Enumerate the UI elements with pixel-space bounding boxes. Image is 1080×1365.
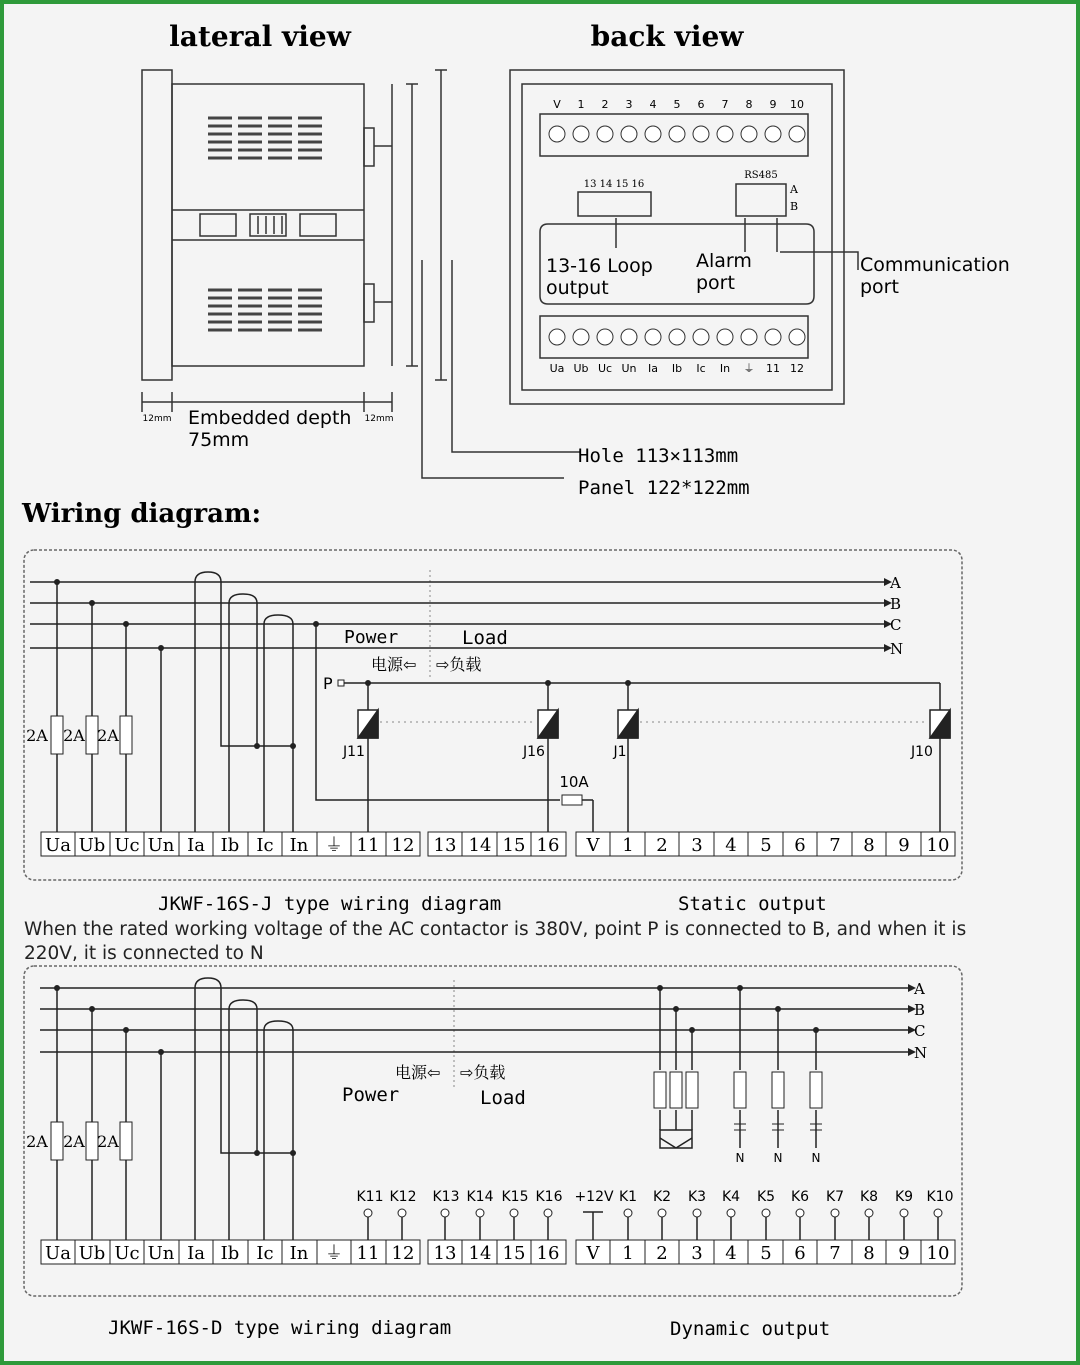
- terminal-label: 6: [794, 835, 806, 856]
- terminal-label: 15: [502, 1243, 526, 1264]
- k-terminal-label: K3: [687, 1189, 707, 1205]
- relay-label: J11: [343, 744, 365, 760]
- terminal-label: 16: [536, 835, 560, 856]
- terminal-label: 16: [536, 1243, 560, 1264]
- back-view-drawing: [510, 70, 858, 404]
- terminal-label: 7: [829, 1243, 841, 1264]
- terminal-label: In: [289, 835, 309, 856]
- alarm-port-label-2: port: [696, 272, 735, 294]
- terminal-label: Ub: [78, 1243, 106, 1264]
- terminal-label: 8: [863, 1243, 875, 1264]
- terminal-label: 10: [926, 1243, 950, 1264]
- terminal-label: 2: [656, 1243, 668, 1264]
- power-label: Power: [342, 1084, 400, 1106]
- terminal-label: 3: [691, 835, 703, 856]
- fuse-label: 2A: [26, 1132, 48, 1151]
- load-cn-label: ⇨负载: [460, 1063, 506, 1082]
- phase-label: B: [890, 595, 902, 613]
- fuse-label: 2A: [97, 1132, 119, 1151]
- terminal-label: 3: [691, 1243, 703, 1264]
- relay-label: J16: [523, 744, 545, 760]
- back-bottom-terminal-label: Ic: [696, 362, 706, 375]
- k-terminal-label: +12V: [574, 1189, 614, 1205]
- terminal-strip-j: [41, 832, 955, 856]
- wiring-diagram-heading: Wiring diagram:: [22, 499, 262, 529]
- terminal-label: Ic: [256, 1243, 274, 1264]
- right-gap-label: 12mm: [364, 414, 394, 424]
- back-top-terminal-label: 7: [721, 98, 729, 111]
- back-bottom-terminal-label: Ia: [648, 362, 658, 375]
- terminal-label: Ub: [78, 835, 106, 856]
- terminal-label: 2: [656, 835, 668, 856]
- back-top-terminal-label: 10: [790, 98, 804, 111]
- back-top-terminal-label: 2: [601, 98, 609, 111]
- terminal-label: Un: [147, 1243, 175, 1264]
- loop-output-label-2: output: [546, 277, 609, 299]
- back-top-terminal-label: 5: [673, 98, 681, 111]
- terminal-label: 4: [725, 835, 737, 856]
- terminal-label: 11: [356, 835, 380, 856]
- hole-dimension: Hole 113×113mm: [578, 445, 739, 467]
- k-terminal-label: K9: [894, 1189, 914, 1205]
- terminal-label: 11: [356, 1243, 380, 1264]
- k-terminal-label: K13: [432, 1189, 460, 1205]
- p-point-label: P: [323, 674, 333, 693]
- back-bottom-terminal-label: In: [719, 362, 731, 375]
- communication-port-label: Communication: [860, 254, 1010, 276]
- terminal-label: V: [586, 1243, 600, 1264]
- back-bottom-terminal-label: ⏚: [743, 362, 755, 375]
- back-top-terminal-label: 4: [649, 98, 657, 111]
- terminal-label: Uc: [114, 1243, 140, 1264]
- terminal-label: 1: [622, 1243, 634, 1264]
- terminal-label: 14: [468, 1243, 492, 1264]
- rs485-b-label: B: [790, 200, 799, 213]
- rs485-label: RS485: [744, 170, 778, 181]
- back-top-terminal-label: 3: [625, 98, 633, 111]
- k-terminal-label: K7: [825, 1189, 845, 1205]
- back-top-terminal-label: 8: [745, 98, 753, 111]
- power-cn-label: 电源⇦: [395, 1063, 441, 1082]
- back-bottom-terminal-label: Un: [621, 362, 637, 375]
- fuse-label: 2A: [63, 1132, 85, 1151]
- back-bottom-terminal-block: [549, 329, 805, 345]
- phase-label: C: [890, 616, 902, 634]
- back-bottom-terminal-label: Uc: [597, 362, 613, 375]
- terminal-label: 1: [622, 835, 634, 856]
- terminal-label: V: [586, 835, 600, 856]
- back-top-terminal-label: 6: [697, 98, 705, 111]
- k-terminal-label: K15: [501, 1189, 529, 1205]
- terminal-label: 6: [794, 1243, 806, 1264]
- phase-label: C: [914, 1022, 926, 1040]
- lateral-view-heading: lateral view: [169, 20, 351, 53]
- terminal-label: Ua: [45, 835, 71, 856]
- back-bottom-terminal-label: Ub: [573, 362, 589, 375]
- terminal-label: Ib: [220, 1243, 240, 1264]
- terminal-label: 10: [926, 835, 950, 856]
- terminal-label: 13: [433, 1243, 457, 1264]
- fuse-label: 2A: [97, 726, 119, 745]
- embedded-depth-value: 75mm: [188, 429, 250, 451]
- fuse-label: 2A: [26, 726, 48, 745]
- alarm-port-label: Alarm: [696, 250, 752, 272]
- k-terminal-label: K11: [356, 1189, 384, 1205]
- terminal-strip-d: [41, 1240, 955, 1264]
- fuse-label: 2A: [63, 726, 85, 745]
- phase-label: A: [890, 574, 901, 592]
- k-terminal-label: K10: [926, 1189, 954, 1205]
- loop-port-numbers: 13 14 15 16: [583, 179, 645, 190]
- diagram-j: [24, 550, 962, 880]
- panel-dimension: Panel 122*122mm: [578, 477, 750, 499]
- load-label: Load: [462, 627, 508, 649]
- terminal-label: In: [289, 1243, 309, 1264]
- terminal-label: ⏚: [325, 1243, 343, 1264]
- terminal-label: 8: [863, 835, 875, 856]
- terminal-label: Un: [147, 835, 175, 856]
- k-terminal-label: K16: [535, 1189, 563, 1205]
- left-gap-label: 12mm: [142, 414, 172, 424]
- terminal-label: 12: [391, 835, 415, 856]
- terminal-label: Ia: [187, 1243, 205, 1264]
- terminal-label: Uc: [114, 835, 140, 856]
- back-bottom-terminal-label: 11: [766, 362, 780, 375]
- terminal-label: 5: [760, 1243, 772, 1264]
- contactor-note-box: [24, 918, 984, 970]
- k-terminal-label: K2: [652, 1189, 672, 1205]
- back-top-terminal-label: V: [553, 98, 561, 111]
- rs485-a-label: A: [790, 183, 798, 196]
- relay-label: J1: [613, 744, 627, 760]
- power-cn-label: 电源⇦: [371, 655, 417, 674]
- terminal-label: 14: [468, 835, 492, 856]
- terminal-label: 9: [898, 835, 910, 856]
- back-top-terminal-label: 1: [577, 98, 585, 111]
- terminal-label: 4: [725, 1243, 737, 1264]
- phase-label: A: [914, 980, 925, 998]
- dynamic-output-caption: Dynamic output: [670, 1318, 831, 1340]
- k-terminal-label: K1: [618, 1189, 638, 1205]
- diagram-d-caption: JKWF-16S-D type wiring diagram: [108, 1317, 452, 1339]
- loop-output-label: 13-16 Loop: [546, 255, 653, 277]
- k-terminal-label: K5: [756, 1189, 776, 1205]
- diagram-j-caption: JKWF-16S-J type wiring diagram: [158, 893, 502, 915]
- back-bottom-terminal-label: 12: [790, 362, 804, 375]
- k-terminal-label: K8: [859, 1189, 879, 1205]
- k-terminal-label: K12: [389, 1189, 417, 1205]
- phase-label: B: [914, 1001, 926, 1019]
- back-bottom-terminal-label: Ua: [549, 362, 565, 375]
- embedded-depth-label: Embedded depth: [188, 407, 352, 429]
- terminal-label: Ia: [187, 835, 205, 856]
- fuse-10a-label: 10A: [559, 773, 589, 791]
- k-terminal-label: K6: [790, 1189, 810, 1205]
- load-cn-label: ⇨负载: [436, 655, 482, 674]
- back-top-terminal-label: 9: [769, 98, 777, 111]
- terminal-label: 13: [433, 835, 457, 856]
- terminal-label: 15: [502, 835, 526, 856]
- terminal-label: Ic: [256, 835, 274, 856]
- neutral-label: N: [735, 1151, 745, 1165]
- back-view-heading: back view: [590, 20, 744, 53]
- static-output-caption: Static output: [678, 893, 827, 915]
- back-bottom-terminal-label: Ib: [671, 362, 683, 375]
- terminal-label: Ua: [45, 1243, 71, 1264]
- communication-port-label-2: port: [860, 276, 899, 298]
- phase-label: N: [890, 640, 904, 658]
- neutral-label: N: [773, 1151, 783, 1165]
- terminal-label: 5: [760, 835, 772, 856]
- power-label: Power: [344, 627, 399, 648]
- terminal-label: 9: [898, 1243, 910, 1264]
- k-terminal-label: K14: [466, 1189, 494, 1205]
- k-terminal-label: K4: [721, 1189, 741, 1205]
- terminal-label: 7: [829, 835, 841, 856]
- terminal-label: ⏚: [325, 835, 343, 856]
- contactor-note: When the rated working voltage of the AC contactor is 380V, point P is connected to B, and when it is 220V, it is connected to N: [24, 919, 967, 964]
- relay-label: J10: [911, 744, 933, 760]
- neutral-label: N: [811, 1151, 821, 1165]
- terminal-label: Ib: [220, 835, 240, 856]
- phase-label: N: [914, 1044, 928, 1062]
- load-label: Load: [480, 1087, 526, 1109]
- terminal-label: 12: [391, 1243, 415, 1264]
- back-top-terminal-block: [549, 126, 805, 142]
